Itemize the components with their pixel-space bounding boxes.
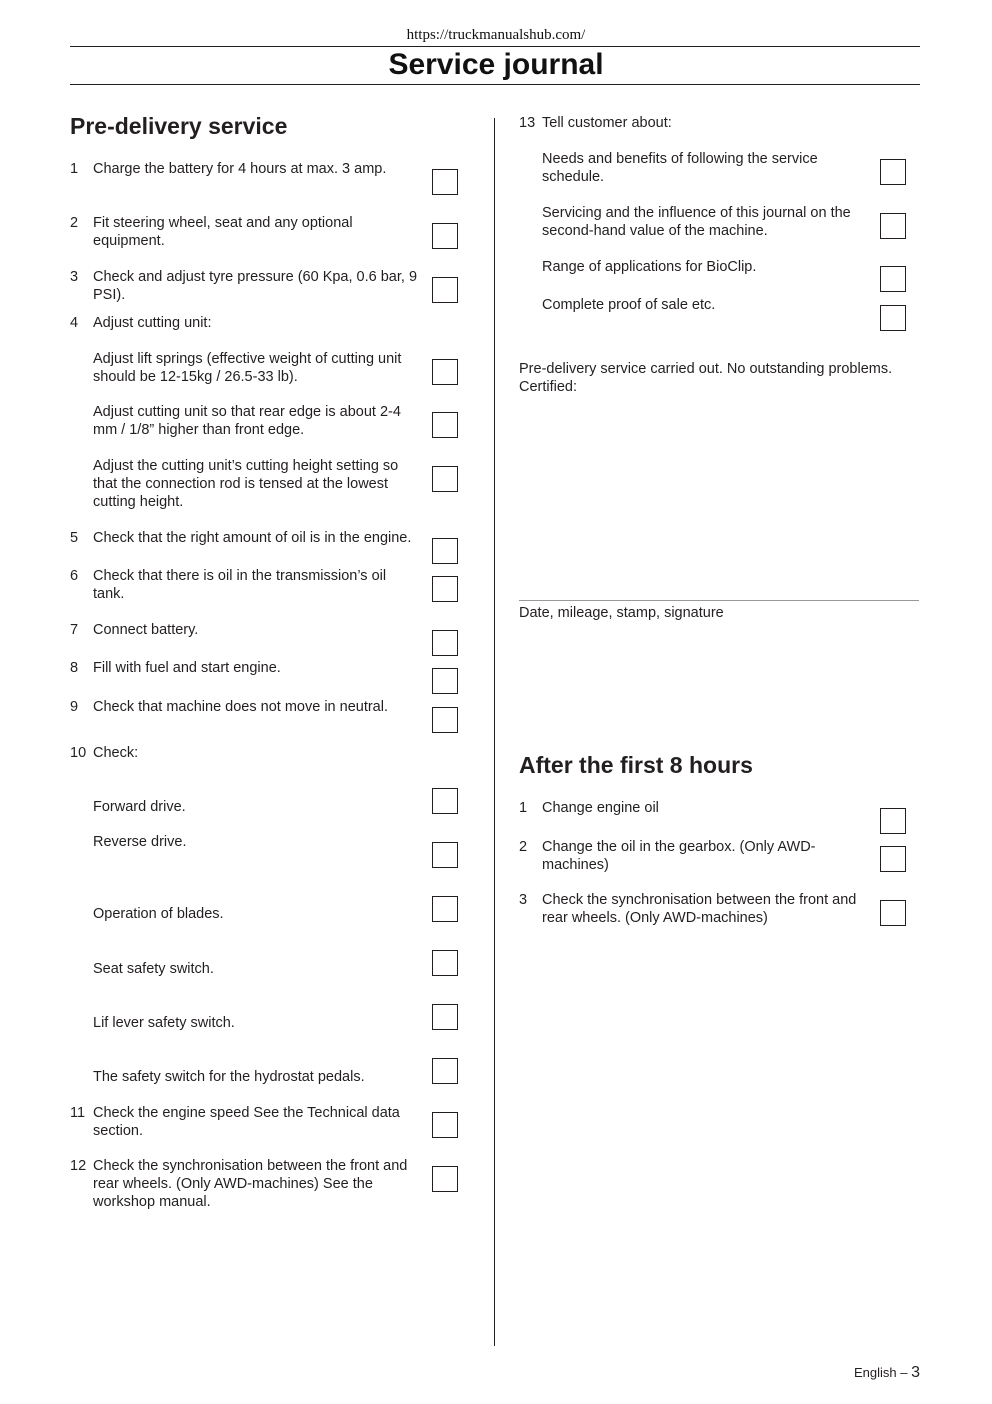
checkbox[interactable] <box>432 538 458 564</box>
section-heading-after-8-hours: After the first 8 hours <box>519 752 753 778</box>
checklist-subitem-text: Adjust lift springs (effective weight of cutting unit should be 12-15kg / 26.5-33 lb). <box>93 351 402 385</box>
column-divider <box>494 118 495 1346</box>
item-number: 5 <box>70 530 79 546</box>
checkbox[interactable] <box>880 213 906 239</box>
checkbox[interactable] <box>432 223 458 249</box>
checkbox[interactable] <box>432 630 458 656</box>
checkbox[interactable] <box>432 169 458 195</box>
checklist-item-text: Change engine oil <box>542 800 659 816</box>
checklist-subitem-text: Forward drive. <box>93 799 186 815</box>
checkbox[interactable] <box>432 896 458 922</box>
checkbox[interactable] <box>432 788 458 814</box>
checkbox[interactable] <box>432 277 458 303</box>
page-title: Service journal <box>388 48 604 81</box>
checklist-item-text: Check: <box>93 745 139 761</box>
checklist-item-text: Check that machine does not move in neutral. <box>93 699 388 715</box>
item-number: 11 <box>70 1105 86 1121</box>
section-heading-pre-delivery: Pre-delivery service <box>70 113 288 139</box>
checkbox[interactable] <box>432 1166 458 1192</box>
checklist-item-text: Change the oil in the gearbox. (Only AWD-machines) <box>542 839 816 873</box>
checkbox[interactable] <box>432 412 458 438</box>
checkbox[interactable] <box>880 159 906 185</box>
checklist-subitem-text: The safety switch for the hydrostat pedals. <box>93 1069 365 1085</box>
checklist-subitem-text: Seat safety switch. <box>93 961 214 977</box>
checkbox[interactable] <box>432 668 458 694</box>
checkbox[interactable] <box>880 900 906 926</box>
checklist-item-text: Check that there is oil in the transmission’s oil tank. <box>93 568 387 602</box>
checklist-subitem-text: Needs and benefits of following the service schedule. <box>542 151 818 185</box>
checklist-subitem-text: Range of applications for BioClip. <box>542 259 757 275</box>
item-number: 3 <box>70 269 79 285</box>
signature-line[interactable] <box>519 600 919 601</box>
checkbox[interactable] <box>880 266 906 292</box>
checklist-subitem-text: Complete proof of sale etc. <box>542 297 716 313</box>
checklist-item-text: Tell customer about: <box>542 115 672 131</box>
checklist-item-text: Connect battery. <box>93 622 199 638</box>
checklist-subitem-text: Adjust the cutting unit’s cutting height setting so that the connection rod is tensed at the lowest cutting height. <box>93 458 399 510</box>
signature-label: Date, mileage, stamp, signature <box>519 605 724 621</box>
checkbox[interactable] <box>432 466 458 492</box>
checkbox[interactable] <box>880 808 906 834</box>
item-number: 7 <box>70 622 79 638</box>
checklist-subitem-text: Lif lever safety switch. <box>93 1015 235 1031</box>
checkbox[interactable] <box>432 707 458 733</box>
item-number: 1 <box>519 800 528 816</box>
header-rule-bottom <box>70 84 920 85</box>
item-number: 2 <box>70 215 79 231</box>
checklist-item-text: Check the synchronisation between the front and rear wheels. (Only AWD-machines) See the workshop manual. <box>93 1158 408 1210</box>
checklist-item-text: Check the synchronisation between the front and rear wheels. (Only AWD-machines) <box>542 892 857 926</box>
header-rule-top <box>70 46 920 47</box>
checkbox[interactable] <box>880 846 906 872</box>
checklist-subitem-text: Operation of blades. <box>93 906 224 922</box>
checklist-item-text: Fill with fuel and start engine. <box>93 660 281 676</box>
checklist-item-text: Check that the right amount of oil is in the engine. <box>93 530 412 546</box>
item-number: 3 <box>519 892 528 908</box>
footer-dash: – <box>900 1365 908 1380</box>
checkbox[interactable] <box>432 576 458 602</box>
item-number: 12 <box>70 1158 87 1174</box>
checklist-subitem-text: Adjust cutting unit so that rear edge is about 2-4 mm / 1/8” higher than front edge. <box>93 404 401 438</box>
checklist-item-text: Charge the battery for 4 hours at max. 3 amp. <box>93 161 387 177</box>
checklist-item-text: Fit steering wheel, seat and any optional equipment. <box>93 215 353 249</box>
checklist-item-text: Check the engine speed See the Technical data section. <box>93 1105 400 1139</box>
checklist-item-text: Adjust cutting unit: <box>93 315 212 331</box>
checkbox[interactable] <box>432 950 458 976</box>
item-number: 6 <box>70 568 79 584</box>
checklist-item-text: Check and adjust tyre pressure (60 Kpa, 0.6 bar, 9 PSI). <box>93 269 418 303</box>
item-number: 8 <box>70 660 79 676</box>
checkbox[interactable] <box>432 842 458 868</box>
footer-language: English <box>853 1365 897 1380</box>
checklist-subitem-text: Reverse drive. <box>93 834 187 850</box>
page-footer <box>854 1364 920 1382</box>
checkbox[interactable] <box>432 1112 458 1138</box>
item-number: 10 <box>70 745 87 761</box>
checklist-subitem-text: Servicing and the influence of this journal on the second-hand value of the machine. <box>542 205 851 239</box>
checkbox[interactable] <box>432 1004 458 1030</box>
checkbox[interactable] <box>432 359 458 385</box>
item-number: 13 <box>519 115 536 131</box>
checkbox[interactable] <box>432 1058 458 1084</box>
source-url: https://truckmanualshub.com/ <box>406 27 586 43</box>
item-number: 1 <box>70 161 79 177</box>
item-number: 2 <box>519 839 528 855</box>
checkbox[interactable] <box>880 305 906 331</box>
item-number: 4 <box>70 315 79 331</box>
page-number: 3 <box>911 1364 920 1381</box>
item-number: 9 <box>70 699 79 715</box>
certification-text: Pre-delivery service carried out. No outstanding problems. Certified: <box>519 361 893 395</box>
